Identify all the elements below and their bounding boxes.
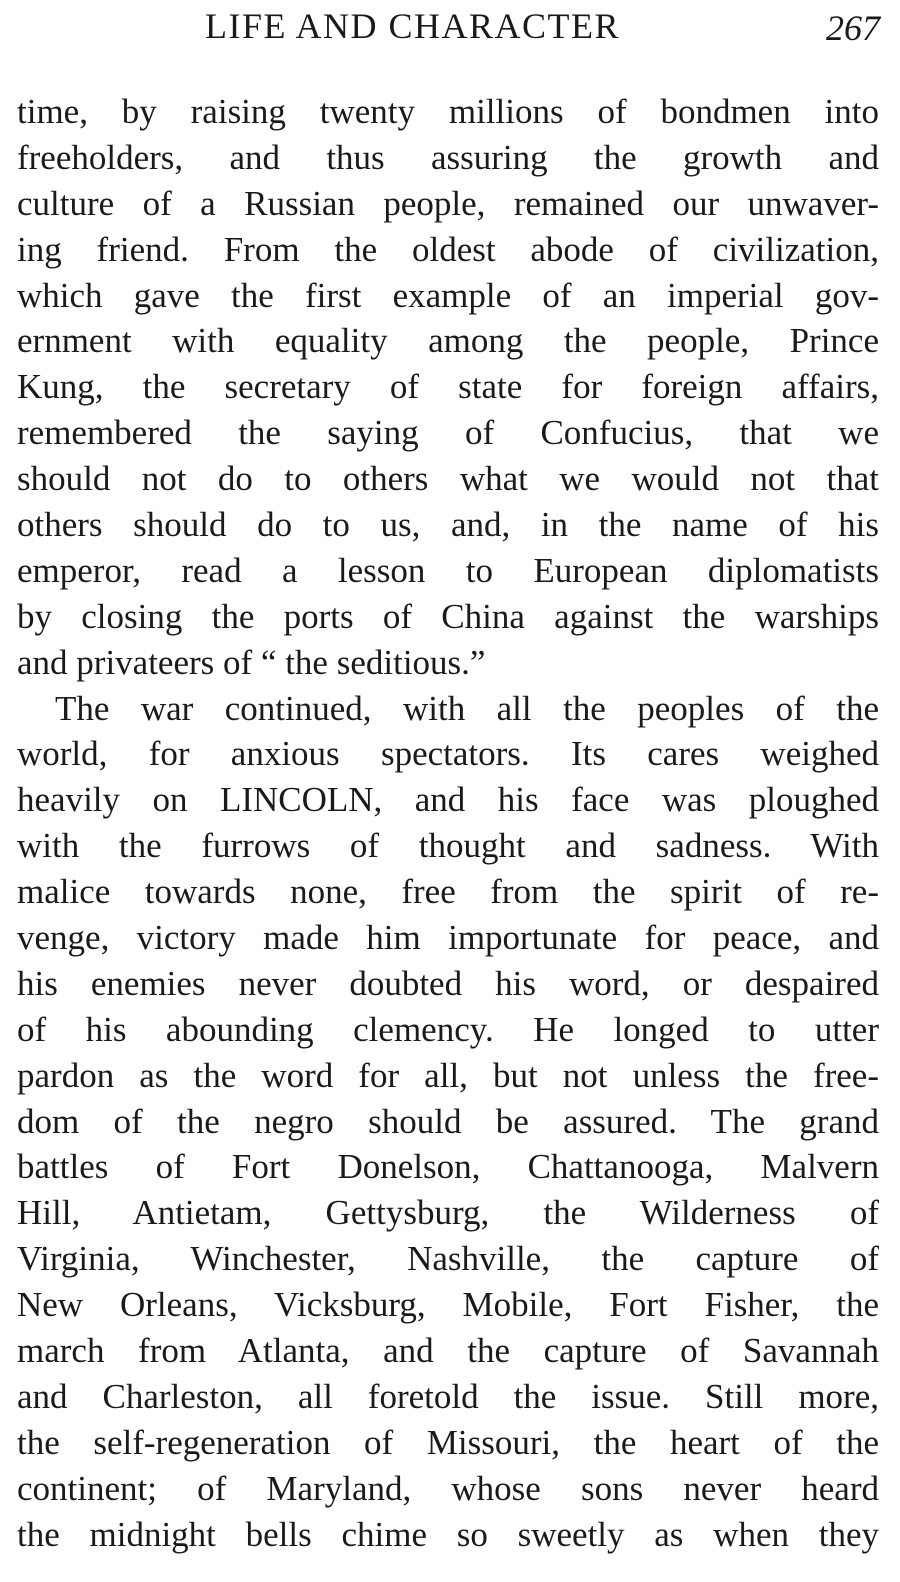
text-line: Hill, Antietam, Gettysburg, the Wilderness of xyxy=(17,1193,879,1233)
text-line: Virginia, Winchester, Nashville, the capture of xyxy=(17,1239,879,1279)
text-line: of his abounding clemency. He longed to utter xyxy=(17,1009,879,1049)
text-line: venge, victory made him importunate for peace, and xyxy=(17,918,879,958)
text-line: the self-regeneration of Missouri, the heart of the xyxy=(17,1422,879,1462)
text-line: and Charleston, all foretold the issue. Still more, xyxy=(17,1376,879,1416)
running-head xyxy=(0,2,900,50)
text-line: ing friend. From the oldest abode of civilization, xyxy=(17,229,879,269)
paragraph-end-line: and privateers of “ the seditious.” xyxy=(17,642,486,682)
text-line: others should do to us, and, in the name of his xyxy=(17,505,879,545)
text-line: continent; of Maryland, whose sons never heard xyxy=(17,1468,879,1508)
text-line: culture of a Russian people, remained our unwaver- xyxy=(17,183,879,223)
text-line: ernment with equality among the people, Prince xyxy=(17,321,879,361)
running-title: LIFE AND CHARACTER xyxy=(205,6,621,46)
text-line: New Orleans, Vicksburg, Mobile, Fort Fisher, the xyxy=(17,1285,879,1325)
text-line: battles of Fort Donelson, Chattanooga, Malvern xyxy=(17,1147,879,1187)
text-line: the midnight bells chime so sweetly as when they xyxy=(17,1514,879,1554)
text-line: remembered the saying of Confucius, that we xyxy=(17,413,879,453)
text-line: heavily on LINCOLN, and his face was ploughed xyxy=(17,780,879,820)
paragraph-start-line: The war continued, with all the peoples of the xyxy=(55,688,879,728)
text-line: march from Atlanta, and the capture of Savannah xyxy=(17,1331,879,1371)
text-line: freeholders, and thus assuring the growth and xyxy=(17,137,879,177)
text-line: which gave the first example of an imperial gov- xyxy=(17,275,879,315)
text-line: with the furrows of thought and sadness. With xyxy=(17,826,879,866)
text-line: pardon as the word for all, but not unless the free- xyxy=(17,1055,879,1095)
text-line: his enemies never doubted his word, or despaired xyxy=(17,963,879,1003)
text-line: Kung, the secretary of state for foreign affairs, xyxy=(17,367,879,407)
text-line: by closing the ports of China against the warships xyxy=(17,596,879,636)
text-line: dom of the negro should be assured. The grand xyxy=(17,1101,879,1141)
text-line: emperor, read a lesson to European diplomatists xyxy=(17,550,879,590)
text-line: time, by raising twenty millions of bondmen into xyxy=(17,92,879,131)
text-line: should not do to others what we would not that xyxy=(17,459,879,499)
body-text xyxy=(17,89,879,1558)
page-number: 267 xyxy=(826,8,880,48)
text-line: malice towards none, free from the spirit of re- xyxy=(17,872,879,912)
text-line: world, for anxious spectators. Its cares weighed xyxy=(17,734,879,774)
